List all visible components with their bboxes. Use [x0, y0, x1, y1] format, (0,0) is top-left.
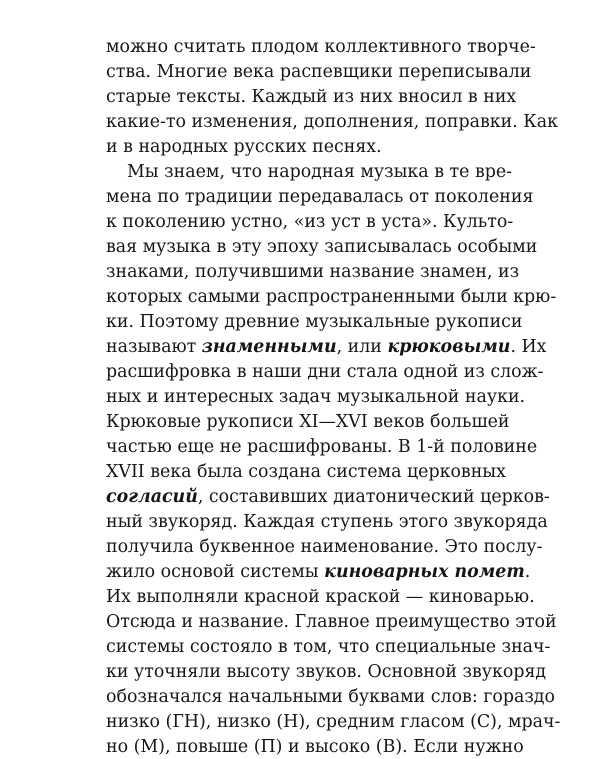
text-run: жило основой системы [106, 562, 325, 582]
text-line [106, 660, 547, 684]
emphasized-term: согласий [106, 487, 198, 507]
text-line [106, 185, 534, 209]
text-line [106, 410, 510, 434]
text-run: ства. Многие века распевщики переписывали [106, 62, 532, 82]
text-line [106, 385, 526, 409]
text-line [106, 60, 532, 84]
text-line [106, 360, 544, 384]
text-line [127, 160, 513, 184]
text-line [106, 485, 550, 509]
text-line [106, 610, 557, 634]
text-run: ных и интересных задач музыкальной науки. [106, 387, 526, 407]
text-run: XVII века была создана система церковных [106, 462, 506, 482]
text-line [106, 585, 535, 609]
text-run: какие-то изменения, дополнения, поправки. Как [106, 112, 559, 132]
text-run: но (М), повыше (П) и высоко (В). Если нужно [106, 737, 524, 757]
text-line [106, 710, 561, 734]
text-line [106, 135, 502, 159]
text-run: . [524, 562, 531, 582]
text-line [106, 310, 523, 334]
text-line [106, 635, 551, 659]
text-line [106, 335, 547, 359]
text-line [106, 560, 531, 584]
text-run: , составивших диатонический церков- [197, 487, 550, 507]
text-run: ки. Поэтому древние музыкальные рукописи [106, 312, 523, 332]
text-line [106, 510, 548, 534]
text-run: системы состояло в том, что специальные знач- [106, 637, 551, 657]
text-run: Мы знаем, что народная музыка в те вре- [127, 162, 513, 182]
text-run: Отсюда и название. Главное преимущество этой [106, 612, 557, 632]
text-run: . Их [510, 337, 547, 357]
text-line [106, 460, 506, 484]
text-run: которых самыми распространенными были крю- [106, 287, 557, 307]
emphasized-term: крюковыми [387, 337, 511, 357]
emphasized-term: киноварных помет [324, 562, 525, 582]
text-run: вая музыка в эту эпоху записывалась особыми [106, 237, 538, 257]
text-run: обозначался начальными буквами слов: гораздо [106, 687, 555, 707]
text-run: и в народных русских песнях. [106, 137, 382, 157]
text-run: Крюковые рукописи XI—XVI веков большей [106, 412, 510, 432]
text-line [106, 260, 520, 284]
text-line [106, 735, 524, 759]
text-run: ный звукоряд. Каждая ступень этого звукоряда [106, 512, 548, 532]
text-line [106, 35, 536, 59]
text-run: получила буквенное наименование. Это послу- [106, 537, 543, 557]
text-run: , или [336, 337, 388, 357]
text-line [106, 85, 517, 109]
text-run: называют [106, 337, 202, 357]
text-run: старые тексты. Каждый из них вносил в них [106, 87, 517, 107]
text-line [106, 210, 514, 234]
text-line [106, 235, 538, 259]
text-line [106, 435, 538, 459]
text-line [106, 685, 555, 709]
text-run: мена по традиции передавалась от поколения [106, 187, 534, 207]
text-run: к поколению устно, «из уст в уста». Культо- [106, 212, 514, 232]
text-run: Их выполняли красной краской — киноварью. [106, 587, 535, 607]
text-run: расшифровка в наши дни стала одной из слож- [106, 362, 544, 382]
emphasized-term: знаменными [201, 337, 337, 357]
text-line [106, 110, 559, 134]
text-run: знаками, получившими название знамен, из [106, 262, 520, 282]
text-line [106, 535, 543, 559]
text-run: частью еще не расшифрованы. В 1-й половине [106, 437, 538, 457]
text-line [106, 285, 557, 309]
text-run: ки уточняли высоту звуков. Основной звукоряд [106, 662, 547, 682]
text-run: низко (ГН), низко (Н), средним гласом (С), мрач- [106, 712, 561, 732]
text-run: можно считать плодом коллективного творче- [106, 37, 536, 57]
